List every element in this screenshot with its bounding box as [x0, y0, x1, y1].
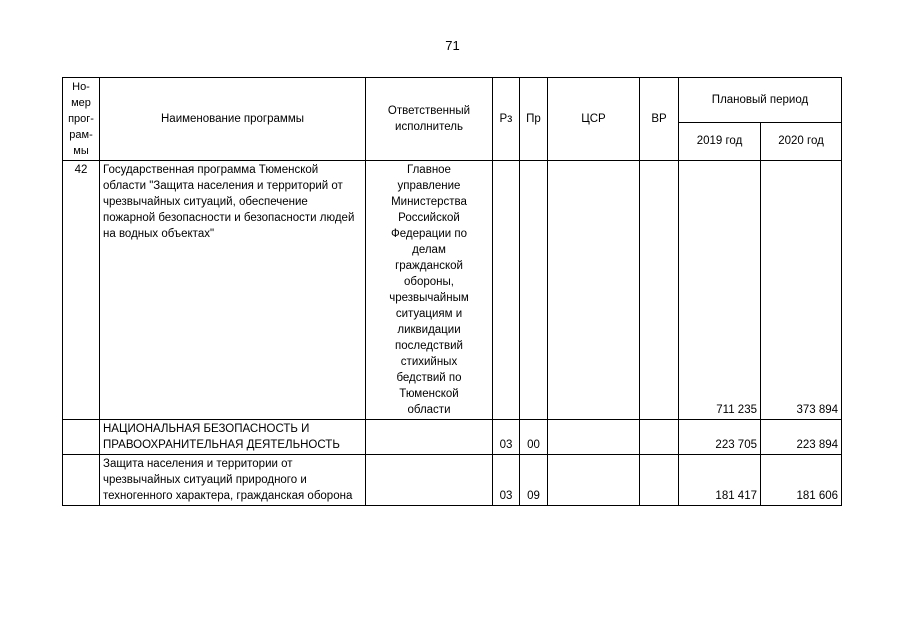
amount-2020: 223 894	[761, 420, 842, 455]
rz-code: 03	[493, 455, 520, 506]
header-rz: Рз	[493, 78, 520, 161]
responsible-executor	[366, 420, 493, 455]
rz-code: 03	[493, 420, 520, 455]
page-number: 71	[445, 38, 460, 53]
header-planned-period: Плановый период	[679, 78, 842, 123]
amount-2019: 181 417	[679, 455, 761, 506]
header-vr: ВР	[640, 78, 679, 161]
header-year-2020: 2020 год	[761, 122, 842, 160]
pr-code: 09	[520, 455, 548, 506]
amount-2019: 223 705	[679, 420, 761, 455]
pr-code	[520, 161, 548, 420]
table-row	[63, 161, 842, 420]
csr-code	[548, 420, 640, 455]
header-program-name: Наименование программы	[100, 78, 366, 161]
responsible-executor	[366, 455, 493, 506]
pr-code: 00	[520, 420, 548, 455]
csr-code	[548, 455, 640, 506]
program-number	[63, 420, 100, 455]
vr-code	[640, 420, 679, 455]
vr-code	[640, 455, 679, 506]
table-row	[63, 420, 842, 455]
rz-code	[493, 161, 520, 420]
vr-code	[640, 161, 679, 420]
program-name: НАЦИОНАЛЬНАЯ БЕЗОПАСНОСТЬ И ПРАВООХРАНИТЕЛЬНАЯ ДЕЯТЕЛЬНОСТЬ	[100, 420, 366, 455]
header-responsible-executor: Ответственный исполнитель	[366, 78, 493, 161]
header-pr: Пр	[520, 78, 548, 161]
program-name: Защита населения и территории от чрезвычайных ситуаций природного и техногенного характера, гражданская оборона	[100, 455, 366, 506]
amount-2020: 373 894	[761, 161, 842, 420]
program-number: 42	[63, 161, 100, 420]
header-program-number: Но- мер прог- рам- мы	[63, 78, 100, 161]
amount-2020: 181 606	[761, 455, 842, 506]
program-budget-table	[62, 77, 842, 506]
responsible-executor: Главное управление Министерства Российской Федерации по делам гражданской обороны, чрезвычайным ситуациям и ликвидации последствий стихийных бедствий по Тюменской области	[366, 161, 493, 420]
table-row	[63, 455, 842, 506]
csr-code	[548, 161, 640, 420]
header-year-2019: 2019 год	[679, 122, 761, 160]
program-name: Государственная программа Тюменской области "Защита населения и территорий от чрезвычайных ситуаций, обеспечение пожарной безопасности и безопасности людей на водных объектах"	[100, 161, 366, 420]
header-csr: ЦСР	[548, 78, 640, 161]
amount-2019: 711 235	[679, 161, 761, 420]
program-number	[63, 455, 100, 506]
